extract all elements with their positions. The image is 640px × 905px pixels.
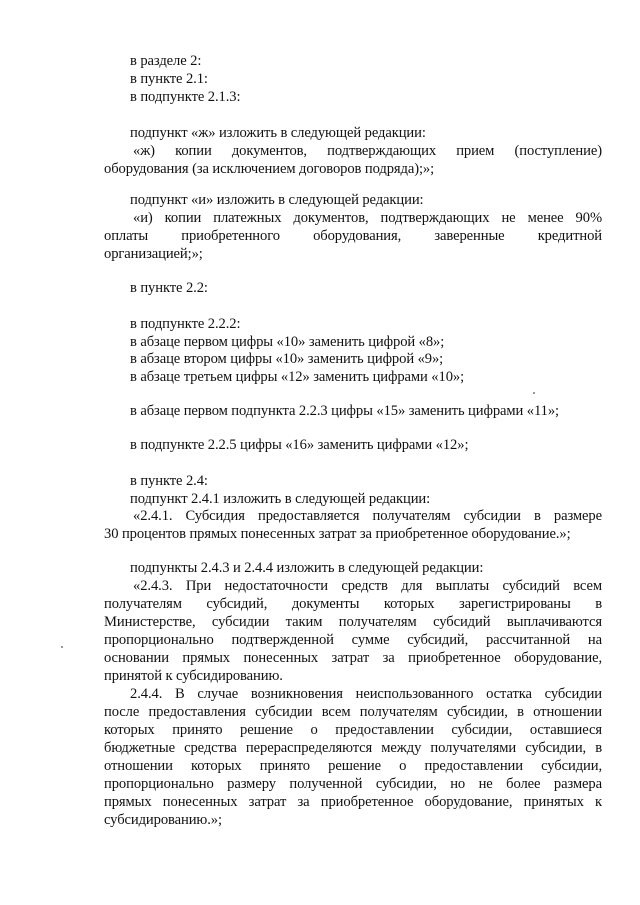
text-line: в пункте 2.1: — [130, 71, 208, 87]
text-line: «2.4.3. При недостаточности средств для выплаты субсидий всем — [133, 578, 602, 594]
text-line: 30 процентов прямых понесенных затрат за приобретенное оборудование.»; — [104, 526, 571, 542]
text-line: в подпункте 2.1.3: — [130, 89, 241, 105]
text-line: принятой к субсидированию. — [104, 668, 283, 684]
text-line: «2.4.1. Субсидия предоставляется получателям субсидии в размере — [133, 508, 602, 524]
text-line: оплаты приобретенного оборудования, заверенные кредитной — [104, 228, 602, 244]
text-line: подпункт «ж» изложить в следующей редакции: — [130, 125, 426, 141]
text-line: «ж) копии документов, подтверждающих прием (поступление) — [133, 143, 602, 159]
text-line: 2.4.4. В случае возникновения неиспользованного остатка субсидии — [130, 686, 602, 702]
text-line: Министерстве, субсидии таким получателям субсидий выплачиваются — [104, 614, 602, 630]
text-line: получателям субсидий, документы которых зарегистрированы в — [104, 596, 602, 612]
scan-speck — [61, 646, 63, 648]
text-line: в пункте 2.4: — [130, 473, 208, 489]
text-line: пропорционально размеру полученной субсидии, но не более размера — [104, 776, 602, 792]
text-line: прямых понесенных затрат за приобретенное оборудование, принятых к — [104, 794, 602, 810]
text-line: подпункты 2.4.3 и 2.4.4 изложить в следующей редакции: — [130, 560, 484, 576]
text-line: которых принято решение о предоставлении субсидии, оставшиеся — [104, 722, 602, 738]
text-line: оборудования (за исключением договоров подряда);»; — [104, 161, 435, 177]
text-line: в абзаце первом цифры «10» заменить цифрой «8»; — [130, 334, 445, 350]
text-line: организацией;»; — [104, 246, 203, 262]
text-line: в абзаце втором цифры «10» заменить цифрой «9»; — [130, 351, 444, 367]
text-line: отношении которых принято решение о предоставлении субсидии, — [104, 758, 602, 774]
text-line: подпункт «и» изложить в следующей редакции: — [130, 192, 424, 208]
text-line: «и) копии платежных документов, подтверждающих не менее 90% — [133, 210, 602, 226]
text-line: бюджетные средства перераспределяются между получателями субсидии, в — [104, 740, 602, 756]
text-line: основании прямых понесенных затрат за приобретенное оборудование, — [104, 650, 602, 666]
text-line: после предоставления субсидии всем получателям субсидии, в отношении — [104, 704, 602, 720]
text-line: пропорционально подтвержденной сумме субсидий, рассчитанной на — [104, 632, 602, 648]
scan-speck — [533, 392, 535, 394]
text-line: в подпункте 2.2.2: — [130, 316, 241, 332]
text-line: в подпункте 2.2.5 цифры «16» заменить цифрами «12»; — [130, 437, 469, 453]
text-line: субсидированию.»; — [104, 812, 222, 828]
text-line: в разделе 2: — [130, 53, 202, 69]
text-line: в пункте 2.2: — [130, 280, 208, 296]
text-line: в абзаце первом подпункта 2.2.3 цифры «15» заменить цифрами «11»; — [130, 403, 560, 419]
text-line: в абзаце третьем цифры «12» заменить цифрами «10»; — [130, 369, 465, 385]
text-line: подпункт 2.4.1 изложить в следующей редакции: — [130, 491, 431, 507]
